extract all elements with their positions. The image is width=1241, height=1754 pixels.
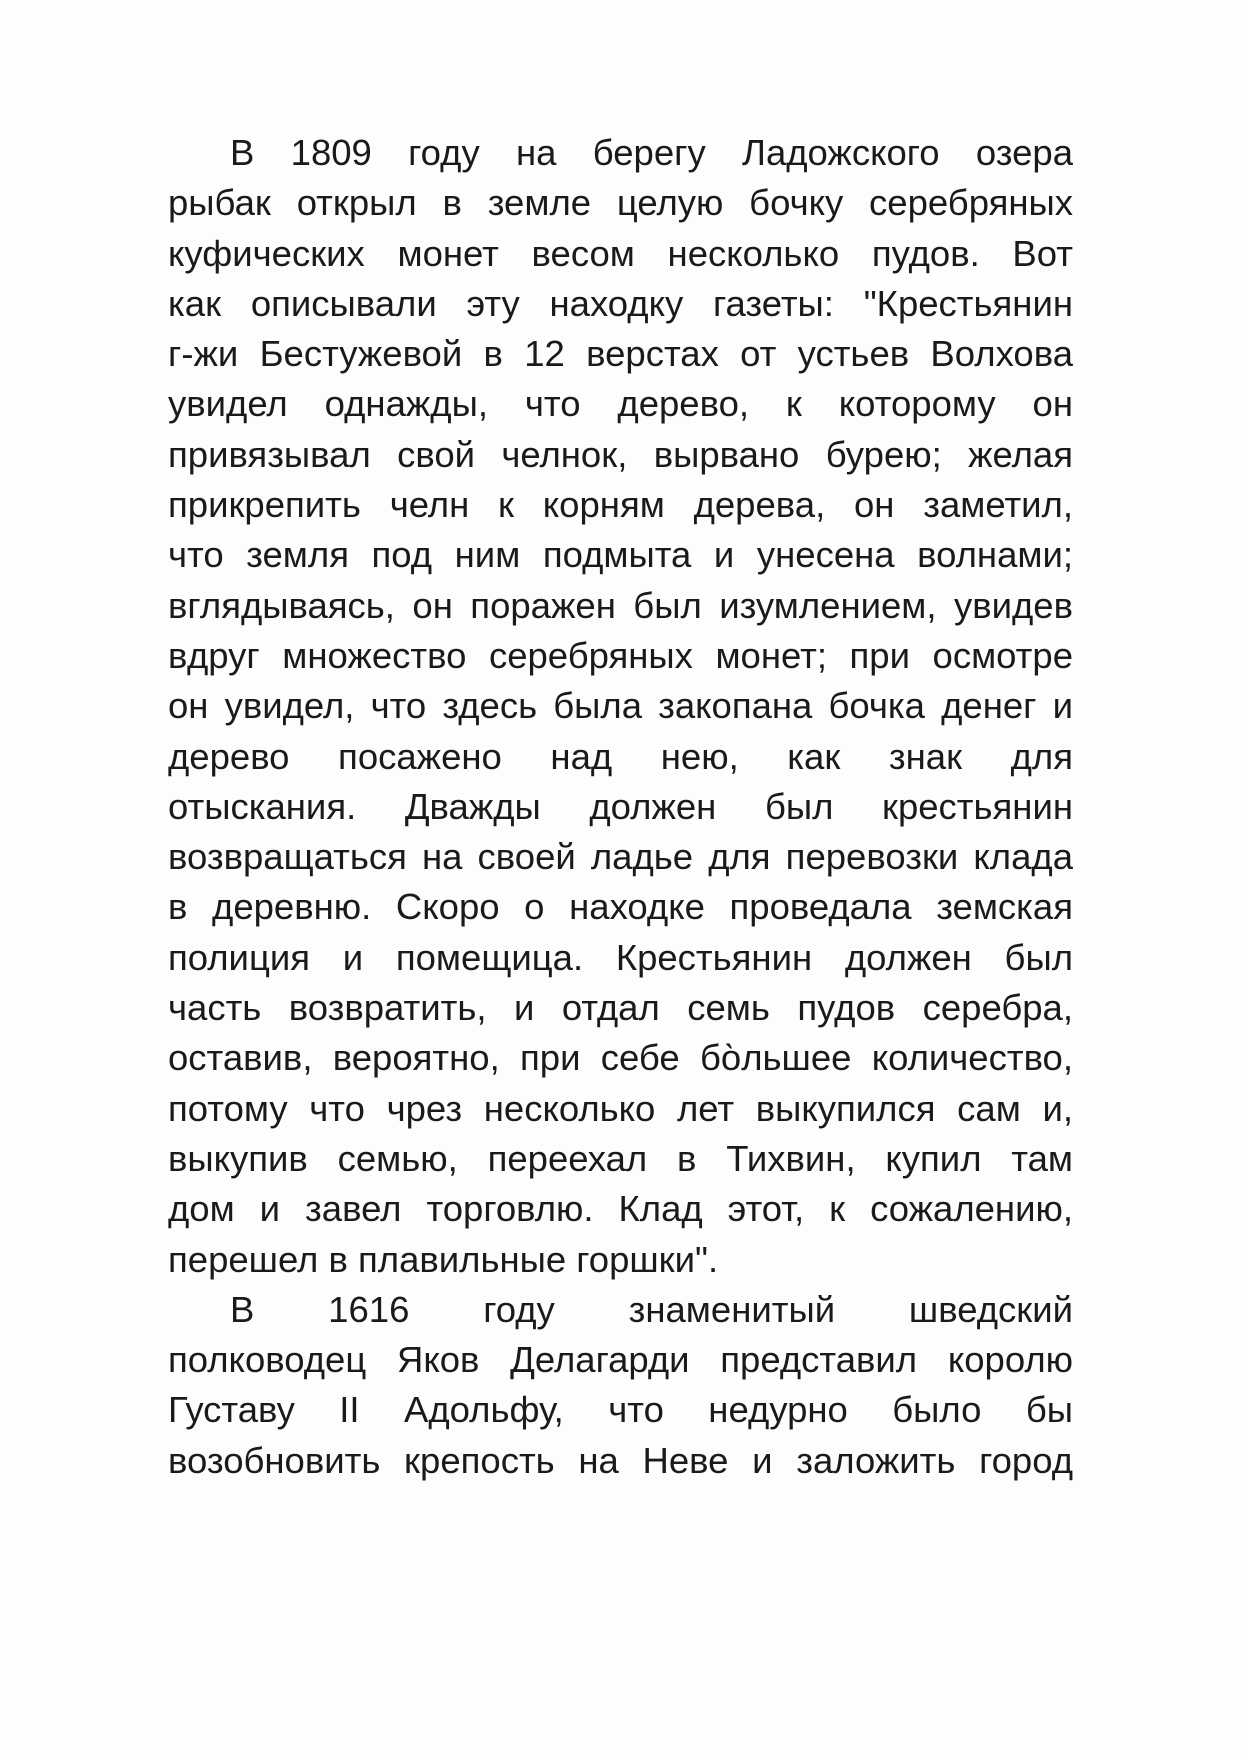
text-line: перешел в плавильные горшки". bbox=[168, 1238, 719, 1280]
text-line: полководец Яков Делагарди представил королю bbox=[168, 1339, 1073, 1381]
text-line: что земля под ним подмыта и унесена волнами; bbox=[168, 534, 1073, 576]
text-line: он увидел, что здесь была закопана бочка денег и bbox=[168, 685, 1073, 727]
text-line: в деревню. Скоро о находке проведала земская bbox=[168, 886, 1073, 928]
text-line: возобновить крепость на Неве и заложить город bbox=[168, 1439, 1073, 1481]
paragraph-1 bbox=[168, 128, 1073, 1285]
text-line: Густаву II Адольфу, что недурно было бы bbox=[168, 1389, 1073, 1431]
text-line: вдруг множество серебряных монет; при осмотре bbox=[168, 634, 1073, 676]
body-text bbox=[168, 128, 1073, 1486]
text-line: потому что чрез несколько лет выкупился сам и, bbox=[168, 1087, 1073, 1129]
text-line: часть возвратить, и отдал семь пудов серебра, bbox=[168, 987, 1073, 1029]
text-line: куфических монет весом несколько пудов. Вот bbox=[168, 232, 1073, 274]
text-line: как описывали эту находку газеты: "Крестьянин bbox=[168, 282, 1073, 324]
text-line: В 1616 году знаменитый шведский bbox=[230, 1288, 1073, 1330]
text-line: прикрепить челн к корням дерева, он заметил, bbox=[168, 484, 1073, 526]
text-line: г-жи Бестужевой в 12 верстах от устьев Волхова bbox=[168, 333, 1073, 375]
text-line: полиция и помещица. Крестьянин должен был bbox=[168, 936, 1073, 978]
text-line: вглядываясь, он поражен был изумлением, увидев bbox=[168, 584, 1073, 626]
text-line: возвращаться на своей ладье для перевозки клада bbox=[168, 836, 1073, 878]
text-line: рыбак открыл в земле целую бочку серебряных bbox=[168, 182, 1073, 224]
text-line: дом и завел торговлю. Клад этот, к сожалению, bbox=[168, 1188, 1073, 1230]
text-line: оставив, вероятно, при себе бо̀льшее количество, bbox=[168, 1037, 1073, 1079]
text-line: В 1809 году на берегу Ладожского озера bbox=[230, 132, 1073, 173]
text-line: привязывал свой челнок, вырвано бурею; желая bbox=[168, 433, 1073, 475]
text-line: увидел однажды, что дерево, к которому он bbox=[168, 383, 1073, 425]
text-line: выкупив семью, переехал в Тихвин, купил там bbox=[168, 1137, 1073, 1179]
text-line: дерево посажено над нею, как знак для bbox=[168, 735, 1073, 777]
paragraph-2 bbox=[168, 1285, 1073, 1486]
text-line: отыскания. Дважды должен был крестьянин bbox=[168, 785, 1073, 827]
